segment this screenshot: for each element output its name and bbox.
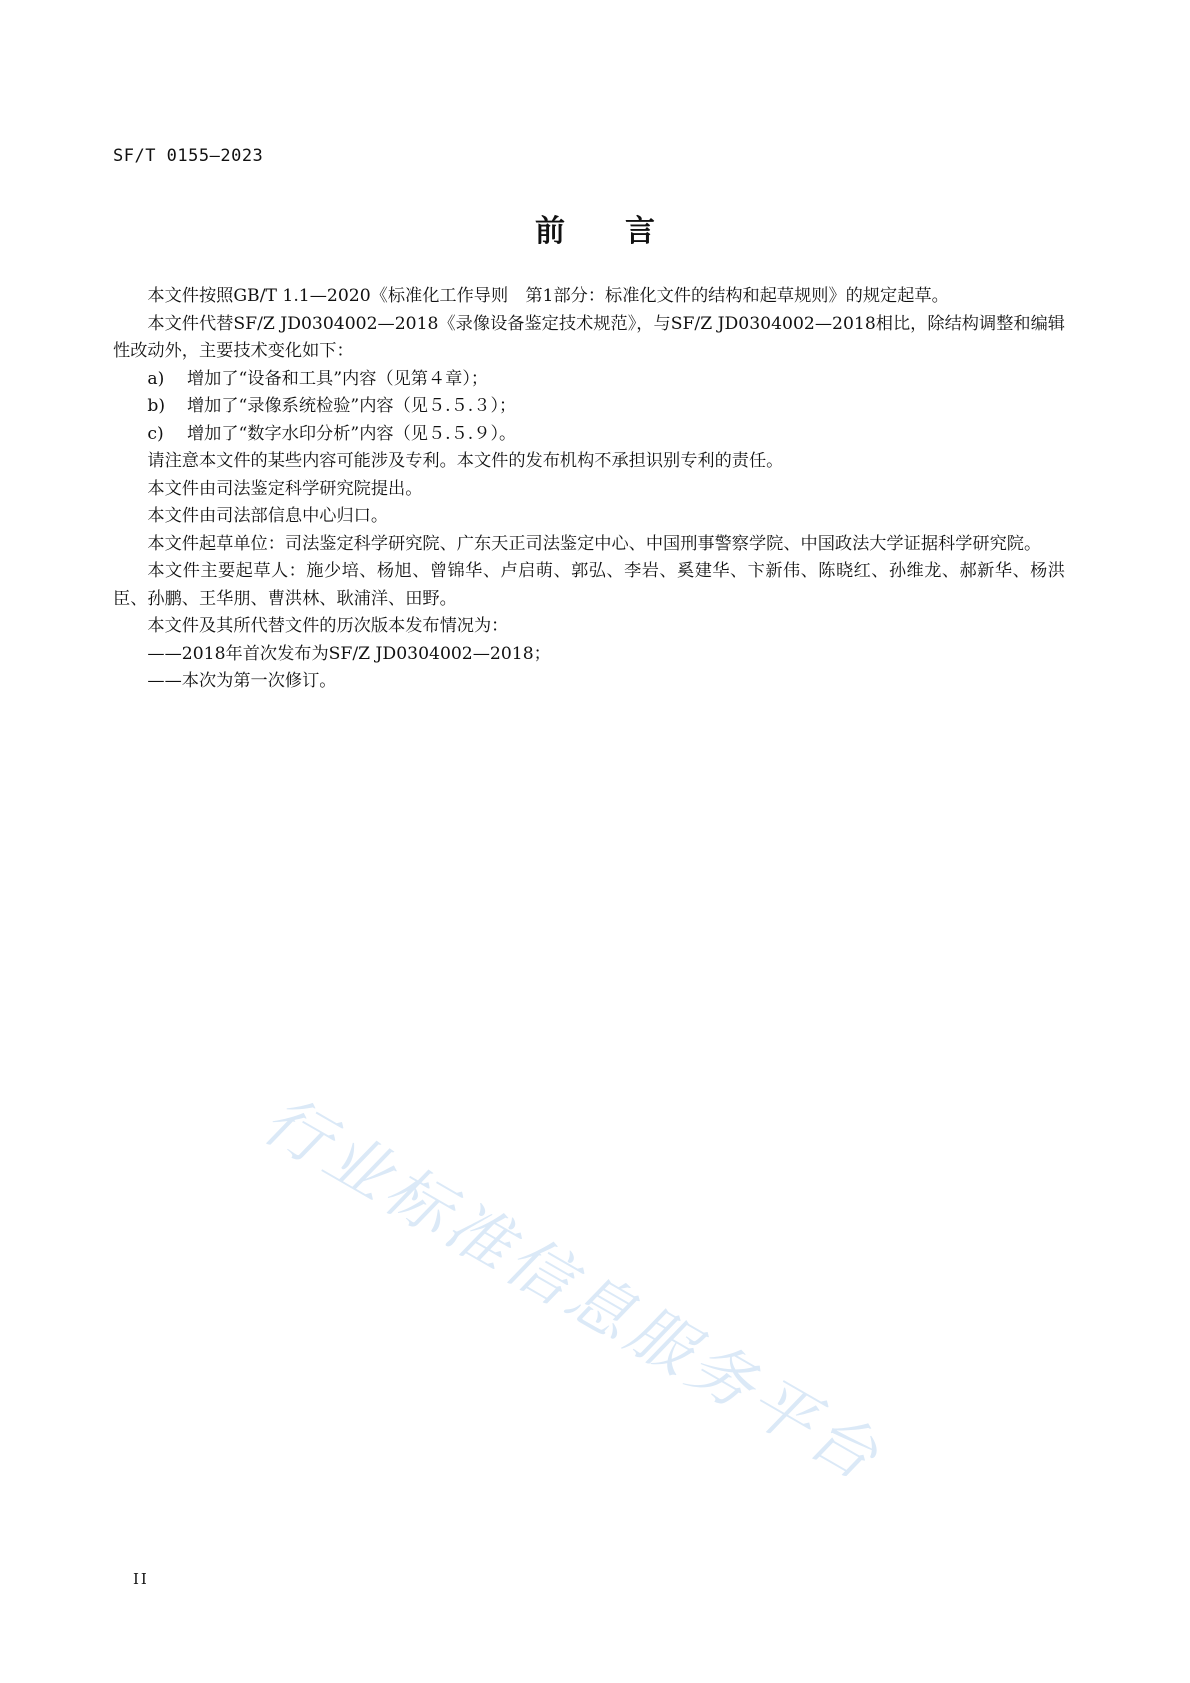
list-item-text: 增加了“录像系统检验”内容（见５.５.３）； xyxy=(186,396,517,416)
paragraph-proposer: 本文件由司法鉴定科学研究院提出。 xyxy=(147,478,423,499)
paragraph-drafting-units: 本文件起草单位：司法鉴定科学研究院、广东天正司法鉴定中心、中国刑事警察学院、中国政法大学证据科学研究院。 xyxy=(147,533,1042,554)
foreword-body xyxy=(113,283,1065,696)
history-item: ——2018年首次发布为SF/Z JD0304002—2018； xyxy=(147,643,551,664)
list-item-text: 增加了“数字水印分析”内容（见５.５.９）。 xyxy=(186,423,517,444)
paragraph-drafting-rules: 本文件按照GB/T 1.1—2020《标准化工作导则 第1部分：标准化文件的结构和起草规则》的规定起草。 xyxy=(147,286,949,306)
page-number: II xyxy=(133,1570,149,1588)
title-char-2: 言 xyxy=(625,214,655,249)
list-item-text: 增加了“设备和工具”内容（见第４章）； xyxy=(186,368,489,389)
paragraph-patent-notice: 请注意本文件的某些内容可能涉及专利。本文件的发布机构不承担识别专利的责任。 xyxy=(147,451,784,471)
paragraph-administrator: 本文件由司法部信息中心归口。 xyxy=(147,506,389,526)
list-marker: a) xyxy=(147,368,165,389)
paragraph-history-intro: 本文件及其所代替文件的历次版本发布情况为： xyxy=(147,616,509,636)
page-title xyxy=(0,206,1190,250)
paragraph-replacement: 本文件代替SF/Z JD0304002—2018《录像设备鉴定技术规范》，与SF/Z JD0304002—2018相比，除结构调整和编辑性改动外，主要技术变化如下： xyxy=(113,313,1065,361)
list-marker: b) xyxy=(147,396,166,416)
history-item: ——本次为第一次修订。 xyxy=(147,671,337,691)
watermark: 行业标准信息服务平台 xyxy=(250,1082,894,1498)
title-char-1: 前 xyxy=(535,214,565,249)
list-item xyxy=(113,366,1065,394)
paragraph-drafters: 本文件主要起草人：施少培、杨旭、曾锦华、卢启萌、郭弘、李岩、奚建华、卞新伟、陈晓红、孙维龙、郝新华、杨洪臣、孙鹏、王华朋、曹洪林、耿浦洋、田野。 xyxy=(113,561,1065,609)
list-item xyxy=(113,421,1065,449)
document-number: SF/T 0155—2023 xyxy=(113,146,264,166)
list-marker: c) xyxy=(147,423,164,444)
list-item xyxy=(113,393,1065,421)
